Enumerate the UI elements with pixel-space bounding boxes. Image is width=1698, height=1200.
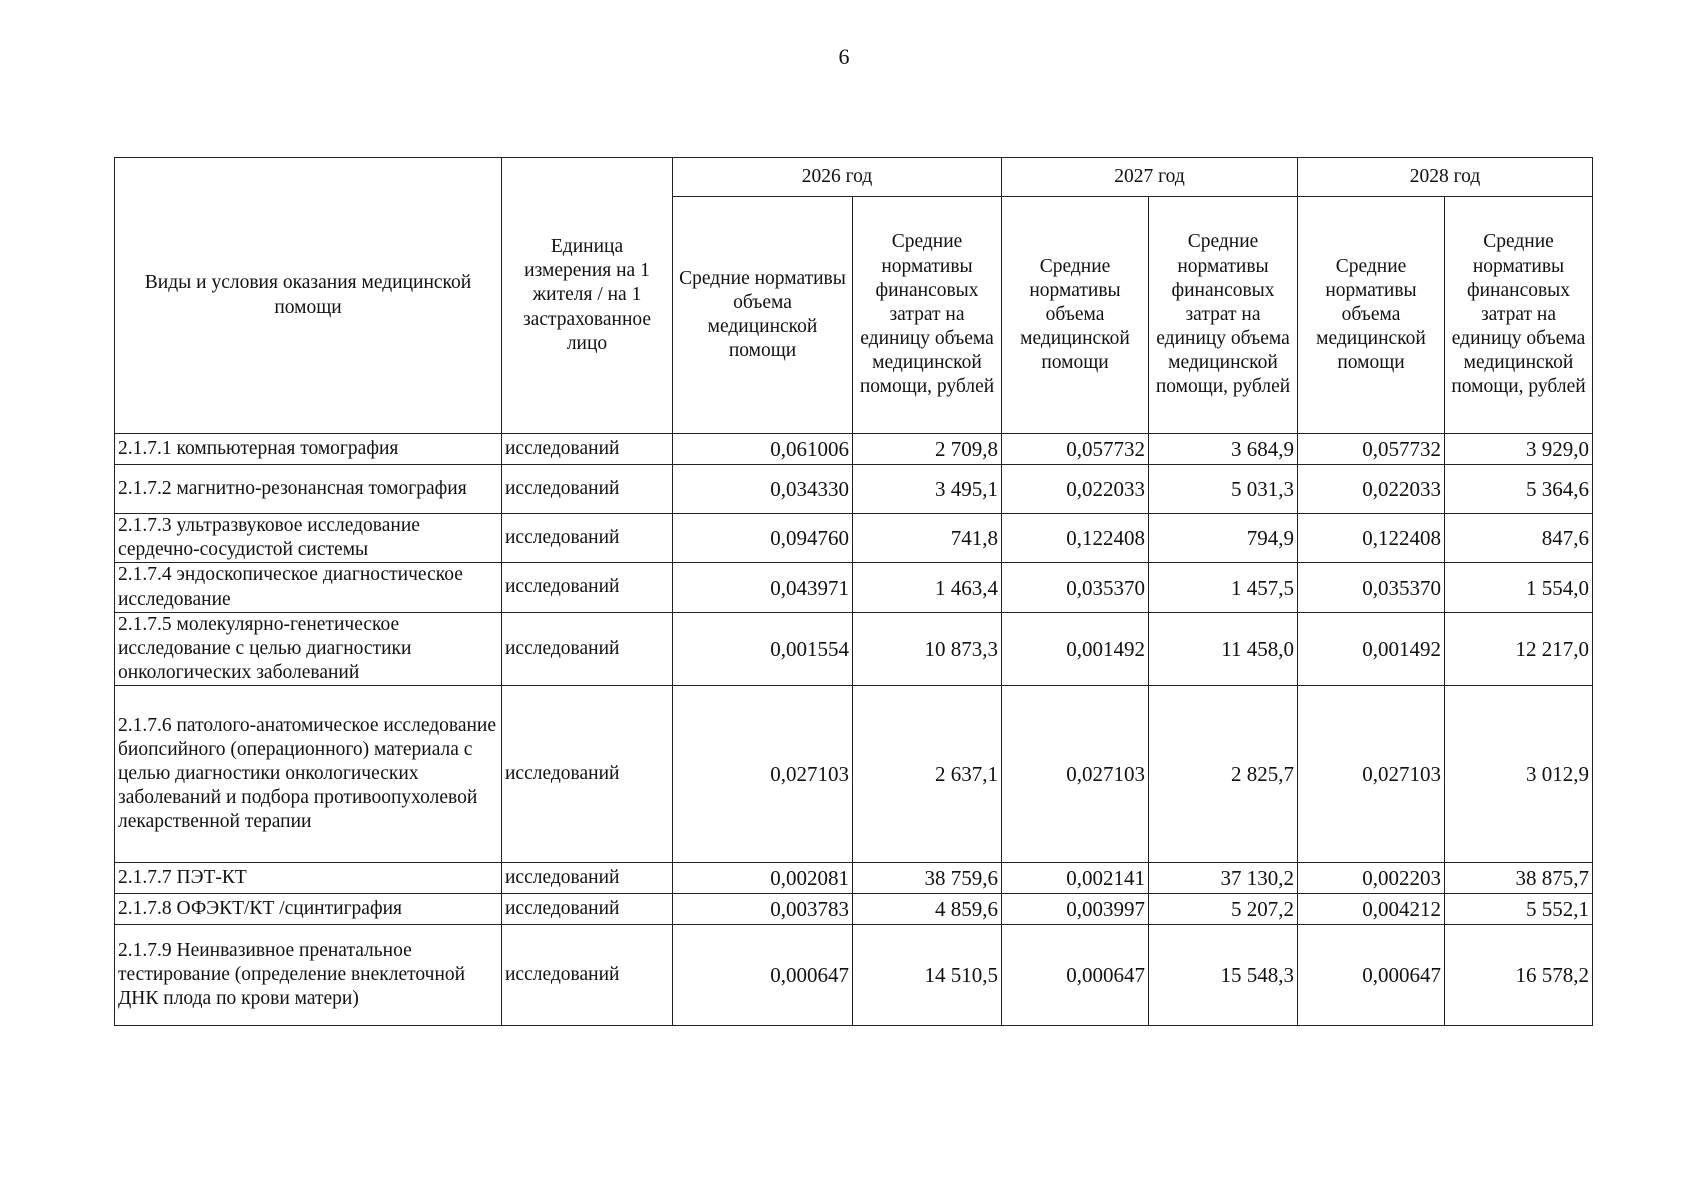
table-row [115, 434, 1593, 465]
cost-2026: 2 637,1 [853, 686, 1002, 863]
volume-2026: 0,043971 [673, 563, 853, 612]
volume-2028: 0,002203 [1298, 863, 1445, 894]
cost-2028: 3 012,9 [1445, 686, 1593, 863]
volume-2026: 0,061006 [673, 434, 853, 465]
table-row [115, 894, 1593, 925]
volume-2028: 0,001492 [1298, 612, 1445, 686]
page-number [0, 44, 1698, 70]
cost-2028: 16 578,2 [1445, 925, 1593, 1026]
cost-2028: 5 364,6 [1445, 465, 1593, 514]
volume-2028: 0,122408 [1298, 514, 1445, 563]
volume-2028: 0,000647 [1298, 925, 1445, 1026]
row-name: 2.1.7.7 ПЭТ-КТ [115, 863, 502, 894]
volume-2026: 0,027103 [673, 686, 853, 863]
row-unit: исследований [502, 563, 673, 612]
volume-2027: 0,027103 [1002, 686, 1149, 863]
cost-2027: 5 031,3 [1149, 465, 1298, 514]
row-unit: исследований [502, 434, 673, 465]
cost-2027: 1 457,5 [1149, 563, 1298, 612]
row-name: 2.1.7.2 магнитно-резонансная томография [115, 465, 502, 514]
table-row [115, 514, 1593, 563]
cost-2026: 1 463,4 [853, 563, 1002, 612]
row-unit: исследований [502, 894, 673, 925]
cost-2026: 2 709,8 [853, 434, 1002, 465]
cost-2027: 15 548,3 [1149, 925, 1298, 1026]
volume-2026: 0,001554 [673, 612, 853, 686]
cost-2026: 10 873,3 [853, 612, 1002, 686]
table-header [115, 158, 1593, 434]
volume-2027: 0,122408 [1002, 514, 1149, 563]
header-type-of-care: Виды и условия оказания медицинской помощи [115, 158, 502, 434]
page-number-text: 6 [838, 44, 850, 69]
row-name: 2.1.7.8 ОФЭКТ/КТ /сцинтиграфия [115, 894, 502, 925]
volume-2027: 0,022033 [1002, 465, 1149, 514]
volume-2026: 0,000647 [673, 925, 853, 1026]
volume-2028: 0,022033 [1298, 465, 1445, 514]
cost-2028: 12 217,0 [1445, 612, 1593, 686]
table-row [115, 686, 1593, 863]
header-cost-2026: Средние нормативы финансовых затрат на единицу объема медицинской помощи, рублей [853, 197, 1002, 434]
cost-2028: 38 875,7 [1445, 863, 1593, 894]
table-row [115, 925, 1593, 1026]
cost-2028: 5 552,1 [1445, 894, 1593, 925]
volume-2028: 0,057732 [1298, 434, 1445, 465]
header-cost-2027: Средние нормативы финансовых затрат на единицу объема медицинской помощи, рублей [1149, 197, 1298, 434]
norms-table [114, 157, 1593, 1026]
header-cost-2028: Средние нормативы финансовых затрат на единицу объема медицинской помощи, рублей [1445, 197, 1593, 434]
row-name: 2.1.7.6 патолого-анатомическое исследование биопсийного (операционного) материала с целью диагностики онкологических заболеваний и подбора противоопухолевой лекарственной терапии [115, 686, 502, 863]
header-year-2027: 2027 год [1002, 158, 1298, 197]
volume-2027: 0,001492 [1002, 612, 1149, 686]
cost-2027: 3 684,9 [1149, 434, 1298, 465]
table-row [115, 563, 1593, 612]
volume-2026: 0,002081 [673, 863, 853, 894]
header-volume-2028: Средние нормативы объема медицинской помощи [1298, 197, 1445, 434]
table-body [115, 434, 1593, 1026]
volume-2026: 0,003783 [673, 894, 853, 925]
header-volume-2027: Средние нормативы объема медицинской помощи [1002, 197, 1149, 434]
volume-2026: 0,034330 [673, 465, 853, 514]
row-name: 2.1.7.5 молекулярно-генетическое исследование с целью диагностики онкологических заболеваний [115, 612, 502, 686]
row-unit: исследований [502, 612, 673, 686]
cost-2026: 741,8 [853, 514, 1002, 563]
cost-2026: 4 859,6 [853, 894, 1002, 925]
row-unit: исследований [502, 863, 673, 894]
cost-2026: 14 510,5 [853, 925, 1002, 1026]
header-year-2026: 2026 год [673, 158, 1002, 197]
row-unit: исследований [502, 514, 673, 563]
cost-2026: 3 495,1 [853, 465, 1002, 514]
table-row [115, 465, 1593, 514]
header-year-2028: 2028 год [1298, 158, 1593, 197]
header-volume-2026: Средние нормативы объема медицинской помощи [673, 197, 853, 434]
cost-2028: 1 554,0 [1445, 563, 1593, 612]
header-unit: Единица измерения на 1 жителя / на 1 застрахованное лицо [502, 158, 673, 434]
volume-2028: 0,004212 [1298, 894, 1445, 925]
volume-2027: 0,000647 [1002, 925, 1149, 1026]
cost-2027: 2 825,7 [1149, 686, 1298, 863]
volume-2028: 0,027103 [1298, 686, 1445, 863]
volume-2027: 0,003997 [1002, 894, 1149, 925]
table-row [115, 612, 1593, 686]
table-row [115, 863, 1593, 894]
row-unit: исследований [502, 465, 673, 514]
cost-2027: 11 458,0 [1149, 612, 1298, 686]
row-unit: исследований [502, 925, 673, 1026]
row-name: 2.1.7.3 ультразвуковое исследование сердечно-сосудистой системы [115, 514, 502, 563]
volume-2027: 0,002141 [1002, 863, 1149, 894]
cost-2027: 794,9 [1149, 514, 1298, 563]
volume-2026: 0,094760 [673, 514, 853, 563]
cost-2027: 5 207,2 [1149, 894, 1298, 925]
row-name: 2.1.7.4 эндоскопическое диагностическое исследование [115, 563, 502, 612]
cost-2026: 38 759,6 [853, 863, 1002, 894]
cost-2028: 847,6 [1445, 514, 1593, 563]
volume-2027: 0,035370 [1002, 563, 1149, 612]
row-name: 2.1.7.1 компьютерная томография [115, 434, 502, 465]
volume-2028: 0,035370 [1298, 563, 1445, 612]
row-unit: исследований [502, 686, 673, 863]
cost-2027: 37 130,2 [1149, 863, 1298, 894]
row-name: 2.1.7.9 Неинвазивное пренатальное тестирование (определение внеклеточной ДНК плода по крови матери) [115, 925, 502, 1026]
cost-2028: 3 929,0 [1445, 434, 1593, 465]
volume-2027: 0,057732 [1002, 434, 1149, 465]
